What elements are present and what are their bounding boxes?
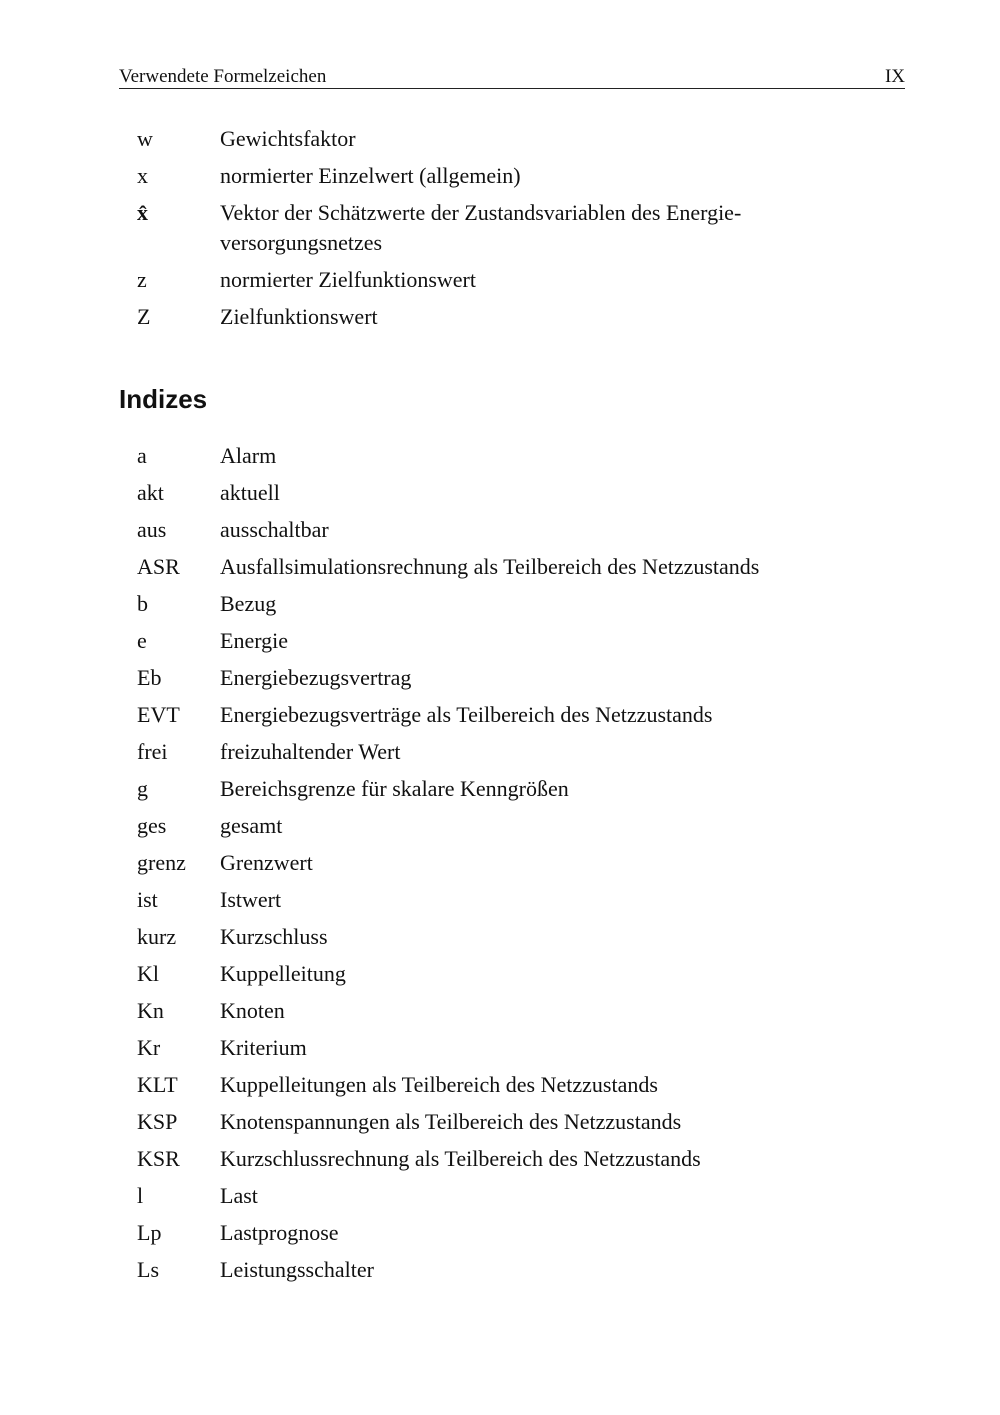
index-description: Leistungsschalter (220, 1257, 374, 1282)
running-header (119, 64, 905, 89)
symbol-description: Vektor der Schätzwerte der Zustandsvariablen des Energie- versorgungsnetzes (220, 200, 742, 255)
index-row (137, 626, 897, 663)
index-description: freizuhaltender Wert (220, 739, 401, 764)
index-row (137, 885, 897, 922)
index-term: Lp (137, 1220, 162, 1245)
index-term: b (137, 591, 148, 616)
index-description: Kurzschluss (220, 924, 328, 949)
index-description: aktuell (220, 480, 280, 505)
index-description: Istwert (220, 887, 282, 912)
index-description: Knoten (220, 998, 285, 1023)
index-description: gesamt (220, 813, 283, 838)
index-term: l (137, 1183, 144, 1208)
index-row (137, 1255, 897, 1292)
index-term: kurz (137, 924, 177, 949)
index-term: Kn (137, 998, 164, 1023)
symbol-row (137, 124, 897, 161)
index-description: Energiebezugsvertrag (220, 665, 412, 690)
index-term: ges (137, 813, 167, 838)
index-description: Kurzschlussrechnung als Teilbereich des Netzzustands (220, 1146, 701, 1171)
symbol-description: normierter Einzelwert (allgemein) (220, 163, 521, 188)
index-description: Knotenspannungen als Teilbereich des Netzzustands (220, 1109, 682, 1134)
index-term: frei (137, 739, 168, 764)
index-row (137, 1144, 897, 1181)
symbol-row (137, 265, 897, 302)
index-row (137, 1033, 897, 1070)
index-term: EVT (137, 702, 180, 727)
index-term: ist (137, 887, 158, 912)
symbol-row (137, 302, 897, 339)
index-description: Bezug (220, 591, 277, 616)
index-row (137, 515, 897, 552)
index-row (137, 1107, 897, 1144)
index-description: Lastprognose (220, 1220, 339, 1245)
index-row (137, 737, 897, 774)
index-description: Kriterium (220, 1035, 307, 1060)
index-term: grenz (137, 850, 186, 875)
index-description: Kuppelleitungen als Teilbereich des Netzzustands (220, 1072, 658, 1097)
symbol-term: x (137, 163, 148, 188)
index-row (137, 552, 897, 589)
index-term: Eb (137, 665, 162, 690)
index-description: Alarm (220, 443, 277, 468)
indices-list (137, 441, 897, 1292)
index-row (137, 700, 897, 737)
index-row (137, 848, 897, 885)
index-description: Energie (220, 628, 289, 653)
index-row (137, 774, 897, 811)
index-row (137, 478, 897, 515)
index-term: KLT (137, 1072, 178, 1097)
symbol-row (137, 198, 897, 265)
index-row (137, 589, 897, 626)
index-row (137, 996, 897, 1033)
symbol-term: w (137, 126, 153, 151)
index-description: Bereichsgrenze für skalare Kenngrößen (220, 776, 569, 801)
index-description: ausschaltbar (220, 517, 329, 542)
index-term: g (137, 776, 148, 801)
symbol-term: Z (137, 304, 151, 329)
index-row (137, 811, 897, 848)
index-term: a (137, 443, 147, 468)
index-term: Kr (137, 1035, 161, 1060)
index-description: Last (220, 1183, 258, 1208)
section-heading-indizes: Indizes (119, 384, 208, 414)
index-description: Ausfallsimulationsrechnung als Teilbereich des Netzzustands (220, 554, 760, 579)
index-row (137, 1181, 897, 1218)
index-term: KSR (137, 1146, 180, 1171)
symbol-row (137, 161, 897, 198)
index-row (137, 922, 897, 959)
index-row (137, 441, 897, 478)
index-description: Grenzwert (220, 850, 313, 875)
index-term: Kl (137, 961, 159, 986)
symbol-term: x̂ (137, 200, 148, 225)
index-row (137, 959, 897, 996)
index-term: akt (137, 480, 164, 505)
index-description: Energiebezugsverträge als Teilbereich des Netzzustands (220, 702, 713, 727)
index-term: ASR (137, 554, 180, 579)
symbol-term: z (137, 267, 147, 292)
index-term: Ls (137, 1257, 159, 1282)
index-term: KSP (137, 1109, 178, 1134)
formula-symbol-list (137, 124, 897, 339)
index-row (137, 1070, 897, 1107)
symbol-description: normierter Zielfunktionswert (220, 267, 476, 292)
page-number: IX (884, 66, 905, 87)
index-row (137, 663, 897, 700)
index-description: Kuppelleitung (220, 961, 346, 986)
index-row (137, 1218, 897, 1255)
symbol-description: Gewichtsfaktor (220, 126, 356, 151)
header-title: Verwendete Formelzeichen (119, 66, 327, 87)
index-term: aus (137, 517, 167, 542)
symbol-description: Zielfunktionswert (220, 304, 378, 329)
index-term: e (137, 628, 147, 653)
